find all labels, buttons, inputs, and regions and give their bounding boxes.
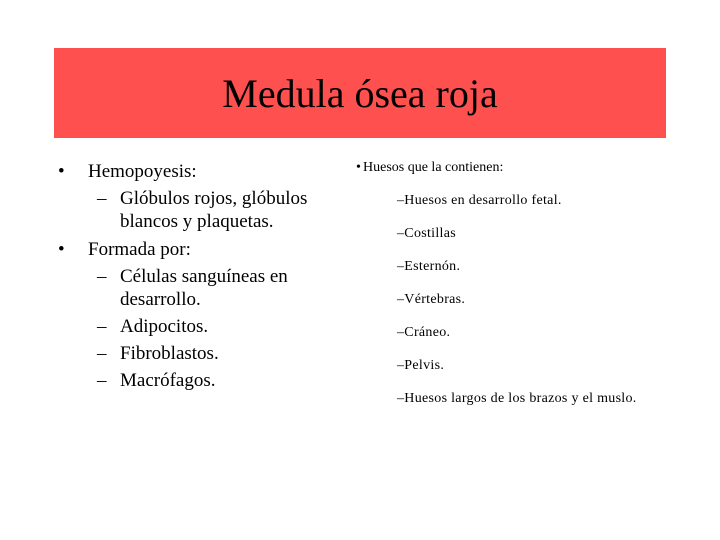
bone-item: –Huesos largos de los brazos y el muslo. xyxy=(397,391,637,406)
bullet-text: Hemopoyesis: xyxy=(88,161,197,182)
sub-item-text: Células sanguíneas en desarrollo. xyxy=(120,266,288,310)
sub-item-text: Adipocitos. xyxy=(120,316,209,337)
bone-item: –Vértebras. xyxy=(397,292,466,307)
bullet-hemopoyesis xyxy=(54,160,334,183)
bullet-icon: • xyxy=(58,239,65,260)
sub-item xyxy=(54,187,334,233)
sub-item-text: Macrófagos. xyxy=(120,370,216,391)
bullet-formada-por xyxy=(54,238,334,261)
sub-item xyxy=(54,265,334,311)
bullet-icon: • xyxy=(356,160,361,175)
slide-title: Medula ósea roja xyxy=(222,70,498,116)
dash-icon: – xyxy=(97,343,107,364)
title-band xyxy=(54,48,666,138)
sub-item xyxy=(54,342,334,365)
sub-item xyxy=(54,315,334,338)
dash-icon: – xyxy=(97,188,107,209)
dash-icon: – xyxy=(97,316,107,337)
bone-item: –Pelvis. xyxy=(397,358,445,373)
right-column xyxy=(355,160,655,406)
bullet-text: Huesos que la contienen: xyxy=(363,160,504,175)
bone-item: –Cráneo. xyxy=(397,325,451,340)
bone-item: –Costillas xyxy=(397,226,457,241)
bullet-icon: • xyxy=(58,161,65,182)
sub-item-text: Glóbulos rojos, glóbulos blancos y plaquetas. xyxy=(120,188,308,232)
bone-item: –Esternón. xyxy=(397,259,461,274)
bullet-text: Formada por: xyxy=(88,239,191,260)
bullet-huesos xyxy=(355,160,655,175)
bone-item: –Huesos en desarrollo fetal. xyxy=(397,193,562,208)
dash-icon: – xyxy=(97,370,107,391)
dash-icon: – xyxy=(97,266,107,287)
left-column xyxy=(54,160,334,392)
sub-item xyxy=(54,369,334,392)
sub-item-text: Fibroblastos. xyxy=(120,343,219,364)
